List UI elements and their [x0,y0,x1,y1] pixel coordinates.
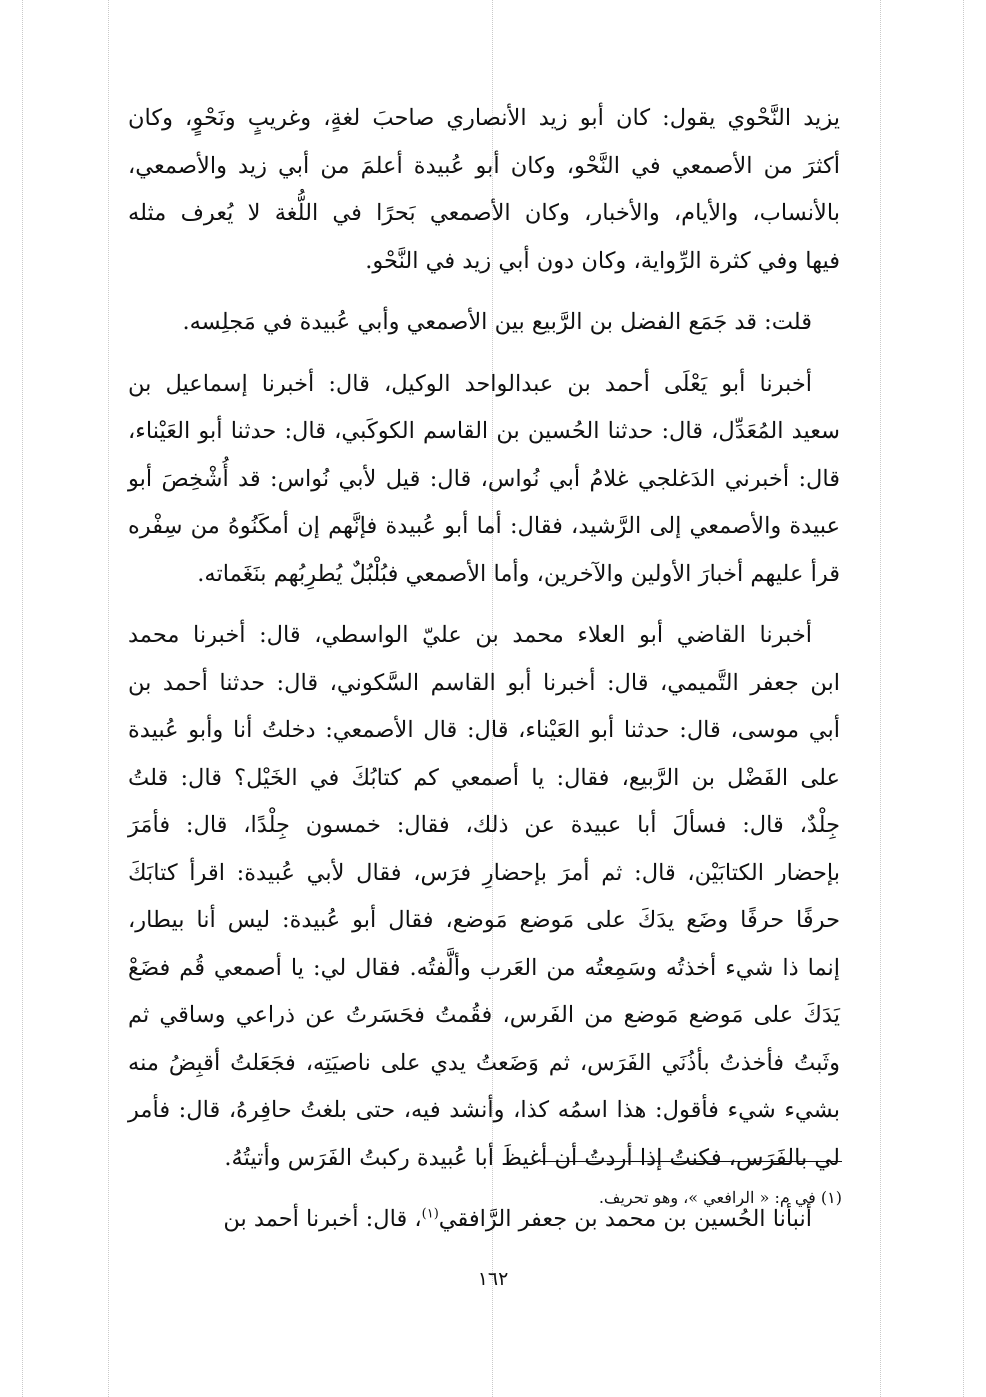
scan-guide-line [108,0,109,1397]
footnote [599,1186,842,1210]
text-line: بشيء شيء فأقول: هذا اسمُه كذا، وأنشد فيه، حتى بلغتُ حافِرهُ، قال: فأمر [128,1097,840,1123]
text-line: أبي موسى، قال: حدثنا أبو العَيْناء، قال: قال الأصمعي: دخلتُ أنا وأبو عُبيدة [128,717,840,743]
text-line: ابن جعفر التَّميمي، قال: أخبرنا أبو القاسم السَّكوني، قال: حدثنا أحمد بن [128,669,840,696]
page-number: ١٦٢ [477,1268,509,1290]
text-line: أخبرنا أبو يَعْلَى أحمد بن عبدالواحد الوكيل، قال: أخبرنا إسماعيل بن [128,370,812,397]
paragraph-3 [128,361,840,599]
text-line: على الفَضْل بن الرَّبيع، فقال: يا أصمعي كم كتابُكَ في الخَيْل؟ قال: قلتُ [128,764,840,791]
text-line: سعيد المُعَدِّل، قال: حدثنا الحُسين بن القاسم الكوكَبي، قال: حدثنا أبو العَيْناء، [128,418,840,444]
text-line: أخبرنا القاضي أبو العلاء محمد بن عليّ الواسطي، قال: أخبرنا محمد [128,622,812,648]
text-line: لي بالفَرَس، فكنتُ إذا أردتُ أن أغيظَ أبا عُبيدة ركبتُ الفَرَس وأتيتُهُ. [224,1144,840,1171]
text-line: حرفًا حرفًا وضَع يدَكَ على مَوضع مَوضع، فقال أبو عُبيدة: ليس أنا بيطار، [128,907,840,933]
text-line: أكثرَ من الأصمعي في النَّحْو، وكان أبو عُبيدة أعلمَ من أبي زيد والأصمعي، [128,152,840,179]
footnote-text: في م: « الرافعي »، وهو تحريف. [598,1188,816,1207]
text-line: قرأ عليهم أخبارَ الأولين والآخرين، وأما الأصمعي فبُلْبُلٌ يُطرِبُهم بنَغَماته. [197,560,840,587]
text-line: بالأنساب، والأيام، والأخبار، وكان الأصمعي بَحرًا في اللُّغة لا يُعرف مثله [128,200,840,226]
text-line: وثَبتُ فأخذتُ بأذُنَي الفَرَس، ثم وَضَعتُ يدي على ناصيَتِه، فجَعَلتُ أقبِضُ منه [128,1049,840,1076]
paragraph-1 [128,95,840,285]
text-line: قلت: قد جَمَع الفضل بن الرَّبيع بين الأصمعي وأبي عُبيدة في مَجلِسه. [182,309,812,335]
main-text [128,95,840,1258]
text-segment: أنبأنا الحُسين بن محمد بن جعفر الرَّافقي [438,1206,812,1232]
text-line: فيها وفي كثرة الرِّواية، وكان دون أبي زيد في النَّحْو. [365,247,840,274]
text-line: عبيدة والأصمعي إلى الرَّشيد، فقال: أما أبو عُبيدة فإنَّهم إن أمكَنُوهُ من سِفْره [128,513,840,539]
text-line: جِلْدٌ، قال: فسألَ أبا عبيدة عن ذلك، فقال: خمسون جِلْدًا، قال: فأمَرَ [128,812,840,838]
scan-guide-line [880,0,881,1397]
footnote-marker: (١) [820,1188,842,1207]
text-line: يزيد النَّحْوي يقول: كان أبو زيد الأنصاري صاحبَ لغةٍ، وغريبٍ ونَحْوٍ، وكان [128,105,840,131]
scan-guide-line [963,0,964,1397]
paragraph-2 [128,299,840,347]
scan-guide-line [22,0,23,1397]
footnote-reference: (١) [421,1206,439,1222]
paragraph-4 [128,612,840,1182]
footnote-divider [540,1161,842,1162]
text-line: قال: أخبرني الدَغلجي غلامُ أبي نُواس، قال: قيل لأبي نُواس: قد أُشْخِصَ أبو [128,465,840,492]
text-line: إنما ذا شيء أخذتُه وسَمِعتُه من العَرب وألَّفتُه. فقال لي: يا أصمعي قُم فضَعْ [128,954,840,981]
text-segment: ، قال: أخبرنا أحمد بن [223,1206,422,1232]
text-line: بإحضار الكتابَيْن، قال: ثم أمرَ بإحضارِ فرَس، فقال لأبي عُبيدة: اقرأ كتابَكَ [128,859,840,886]
text-line: يَدَكَ على مَوضع مَوضع من الفَرس، فقُمتُ فحَسَرتُ عن ذراعي وساقي ثم [128,1002,840,1028]
